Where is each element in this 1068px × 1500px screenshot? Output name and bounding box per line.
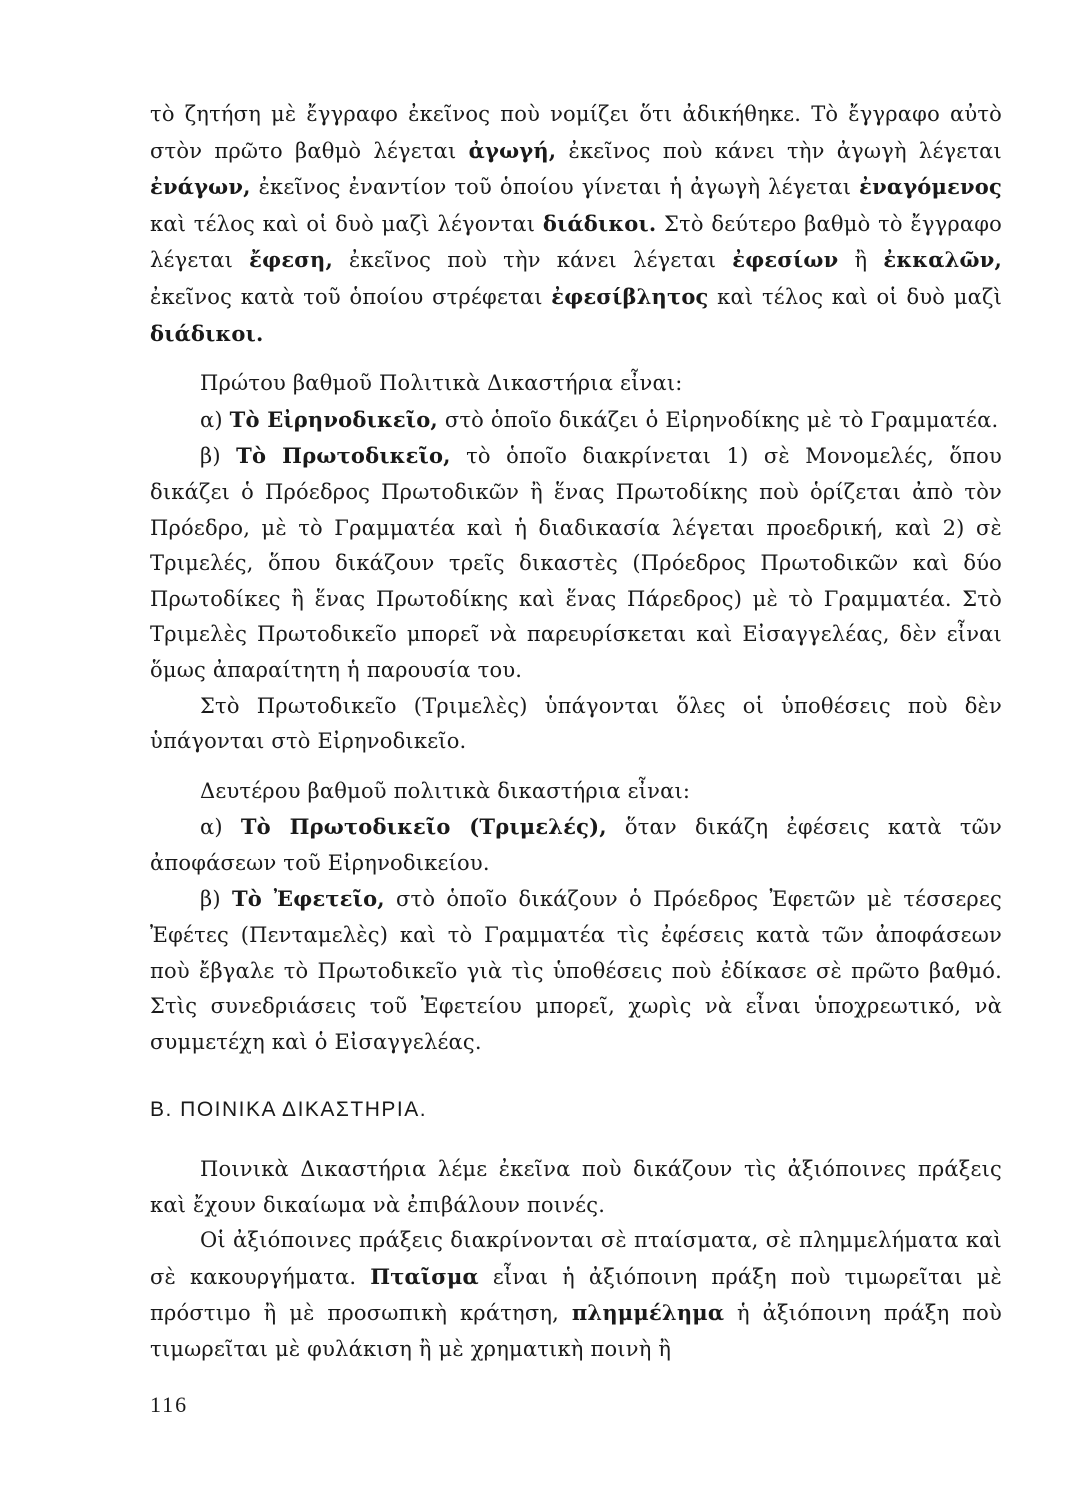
list-marker: β) xyxy=(200,887,232,912)
list-marker: α) xyxy=(200,815,241,840)
page-body xyxy=(150,97,1002,1368)
paragraph-protodikeio-appeals xyxy=(150,809,1002,881)
page-number: 116 xyxy=(150,1392,189,1417)
list-marker: α) xyxy=(200,407,230,432)
court-name: Τὸ Πρωτοδικεῖο (Τριμελές), xyxy=(240,814,607,840)
term-diadikoi: διάδικοι. xyxy=(542,210,657,236)
text-run: στὸ ὁποῖο δικάζει ὁ Εἰρηνοδίκης μὲ τὸ Γραμματέα. xyxy=(437,407,999,432)
paragraph-eirinodikeio xyxy=(150,402,1002,439)
section-heading: Β. ΠΟΙΝΙΚΑ ΔΙΚΑΣΤΗΡΙΑ. xyxy=(150,1098,428,1122)
text-run: ἐκεῖνος ποὺ τὴν κάνει λέγεται xyxy=(332,248,733,273)
list-marker: β) xyxy=(200,444,237,469)
term-ptaisma: Πταῖσμα xyxy=(370,1263,479,1289)
term-plimmelima: πλημμέλημα xyxy=(571,1300,725,1326)
text-run: ἐκεῖνος ποὺ κάνει τὴν ἀγωγὴ λέγεται xyxy=(556,138,1002,163)
text-run: καὶ τέλος καὶ οἱ δυὸ μαζὶ λέγονται xyxy=(150,211,543,236)
text-run: ἢ xyxy=(838,248,884,273)
text-run: τὸ ζητήση μὲ ἔγγραφο ἐκεῖνος ποὺ νομίζει ὅτι ἀδικήθηκε. Τὸ ἔγγραφο αὐτὸ στὸν πρῶτο βαθμὸ λέγεται xyxy=(150,102,1002,163)
court-name: Τὸ Πρωτοδικεῖο, xyxy=(236,443,451,469)
term-efesion: ἐφεσίων xyxy=(732,247,839,273)
term-agogi: ἀγωγή, xyxy=(468,137,557,163)
paragraph-second-instance-intro: Δευτέρου βαθμοῦ πολιτικὰ δικαστήρια εἶναι: xyxy=(200,778,691,803)
text-run: ἐκεῖνος ἐναντίον τοῦ ὁποίου γίνεται ἡ ἀγωγὴ λέγεται xyxy=(250,175,860,200)
text-run: στὸ ὁποῖο δικάζουν ὁ Πρόεδρος Ἐφετῶν μὲ τέσσερες Ἐφέτες (Πενταμελὲς) καὶ τὸ Γραμματέα τὶς ἐφέσεις κατὰ τῶν ἀποφάσεων ποὺ ἔβγαλε τὸ Πρωτοδικεῖο γιὰ τὶς ὑποθέσεις ποὺ ἐδίκασε σὲ πρῶτο βαθμό. Στὶς συνεδριάσεις τοῦ Ἐφετείου μπορεῖ, χωρὶς νὰ εἶναι ὑποχρεωτικό, νὰ συμμετέχη καὶ ὁ Εἰσαγγελέας. xyxy=(150,887,1003,1054)
text-run: Στὸ δεύτερο βαθμὸ τὸ ἔγγραφο λέγεται xyxy=(150,211,1003,273)
paragraph-first-instance-intro: Πρώτου βαθμοῦ Πολιτικὰ Δικαστήρια εἶναι: xyxy=(200,371,683,396)
paragraph-protodikeio xyxy=(150,438,1002,688)
term-enagomenos: ἐναγόμενος xyxy=(859,174,1002,200)
term-enagon: ἐνάγων, xyxy=(150,174,251,200)
text-run: τὸ ὁποῖο διακρίνεται 1) σὲ Μονομελές, ὅπου δικάζει ὁ Πρόεδρος Πρωτοδικῶν ἢ ἕνας Πρωτοδίκης ποὺ ὁρίζεται ἀπὸ τὸν Πρόεδρο, μὲ τὸ Γραμματέα καὶ ἡ διαδικασία λέγεται προεδρική, καὶ 2) σὲ Τριμελές, ὅπου δικάζουν τρεῖς δικαστὲς (Πρόεδρος Πρωτοδικῶν καὶ δύο Πρωτοδίκες ἢ ἕνας Πρωτοδίκης καὶ ἕνας Πάρεδρος) μὲ τὸ Γραμματέα. Στὸ Τριμελὲς Πρωτοδικεῖο μπορεῖ νὰ παρευρίσκεται καὶ Εἰσαγγελέας, δὲν εἶναι ὅμως ἀπαραίτητη ἡ παρουσία του. xyxy=(150,444,1002,682)
term-efesivlitos: ἐφεσίβλητος xyxy=(551,283,709,309)
paragraph-protodikeio-jurisdiction: Στὸ Πρωτοδικεῖο (Τριμελὲς) ὑπάγονται ὅλες οἱ ὑποθέσεις ποὺ δὲν ὑπάγονται στὸ Εἰρηνοδικεῖο. xyxy=(150,693,1002,754)
term-diadikoi-2: διάδικοι. xyxy=(150,320,264,346)
text-run: ὅταν δικάζη ἐφέσεις κατὰ τῶν ἀποφάσεων τοῦ Εἰρηνοδικείου. xyxy=(150,815,1002,875)
text-run: ἐκεῖνος κατὰ τοῦ ὁποίου στρέφεται xyxy=(150,284,552,309)
paragraph-offense-categories xyxy=(150,1223,1002,1367)
text-run: Οἱ ἀξιόποινες πράξεις διακρίνονται σὲ πταίσματα, σὲ πλημμελήματα καὶ σὲ κακουργήματα. xyxy=(150,1228,1002,1289)
term-ekkalon: ἐκκαλῶν, xyxy=(883,247,1002,273)
court-name: Τὸ Εἰρηνοδικεῖο, xyxy=(229,406,438,432)
paragraph-criminal-courts-definition: Ποινικὰ Δικαστήρια λέμε ἐκεῖνα ποὺ δικάζουν τὶς ἀξιόποινες πράξεις καὶ ἔχουν δικαίωμα νὰ ἐπιβάλουν ποινές. xyxy=(150,1157,1002,1217)
term-efesi: ἔφεση, xyxy=(249,247,333,273)
text-run: εἶναι ἡ ἀξιόποινη πράξη ποὺ τιμωρεῖται μὲ πρόστιμο ἢ μὲ προσωπικὴ κράτηση, xyxy=(150,1264,1002,1326)
text-run: καὶ τέλος καὶ οἱ δυὸ μαζὶ xyxy=(708,284,1002,309)
paragraph-efeteio xyxy=(150,881,1002,1060)
court-name: Τὸ Ἐφετεῖο, xyxy=(231,886,385,912)
paragraph-lawsuit-terms xyxy=(150,97,1002,352)
text-run: ἡ ἀξιόποινη πράξη ποὺ τιμωρεῖται μὲ φυλάκιση ἢ μὲ χρηματικὴ ποινὴ ἢ xyxy=(150,1301,1002,1361)
